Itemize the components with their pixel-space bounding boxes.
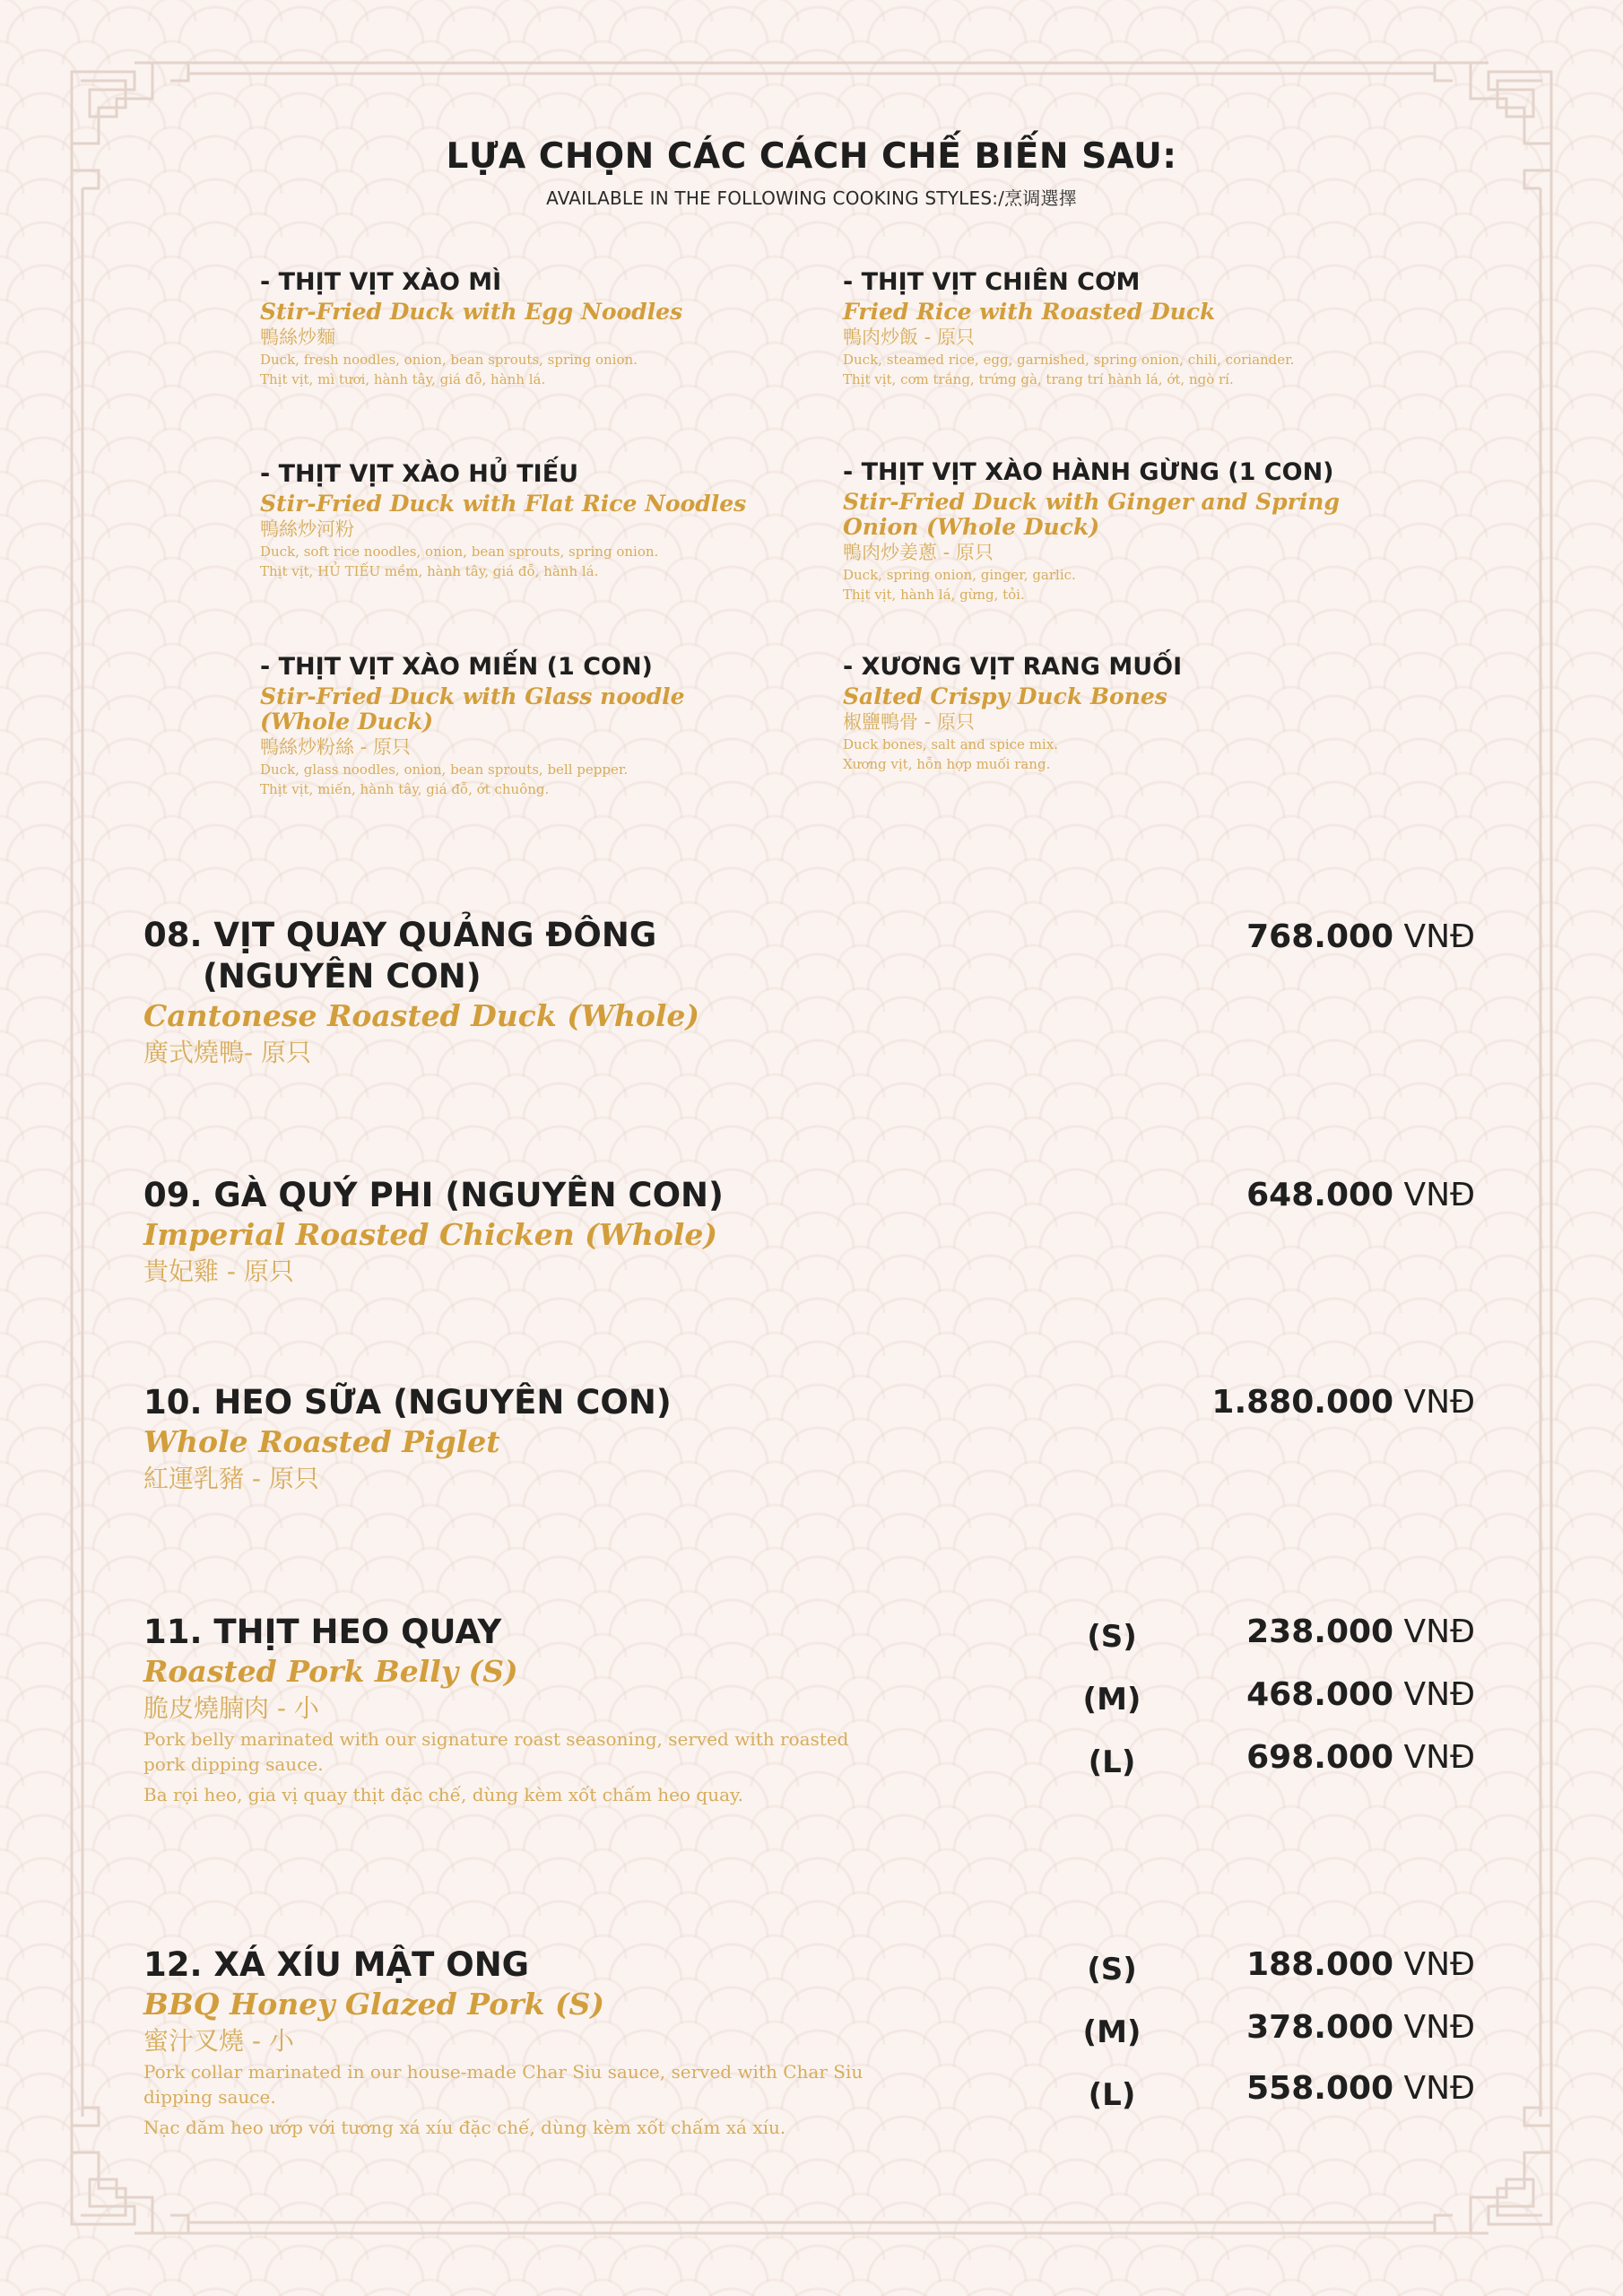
price-value: 768.000 bbox=[1246, 918, 1394, 955]
price-value: 648.000 bbox=[1246, 1177, 1394, 1213]
style-name-en: Salted Crispy Duck Bones bbox=[843, 683, 1167, 709]
dish-title bbox=[143, 915, 699, 997]
cooking-style-item bbox=[843, 652, 1345, 774]
style-desc-en: Duck, spring onion, ginger, garlic. bbox=[843, 567, 1076, 583]
cooking-style-item bbox=[260, 267, 762, 389]
dish-name-en: Whole Roasted Piglet bbox=[143, 1424, 500, 1459]
style-desc-vi: Thịt vịt, hành lá, gừng, tỏi. bbox=[843, 587, 1025, 603]
style-name-en: Fried Rice with Roasted Duck bbox=[843, 299, 1216, 325]
dish-name-en: Imperial Roasted Chicken (Whole) bbox=[143, 1217, 718, 1252]
cooking-style-item bbox=[843, 267, 1345, 389]
style-desc-vi: Thịt vịt, miến, hành tây, giá đỗ, ớt chuông. bbox=[260, 781, 550, 797]
price-value: 1.880.000 bbox=[1211, 1384, 1394, 1421]
dish-name-zh: 紅運乳豬 - 原只 bbox=[143, 1464, 319, 1493]
style-name-zh: 鴨絲炒粉絲 - 原只 bbox=[260, 736, 411, 758]
dish-title-line2: (NGUYÊN CON) bbox=[203, 957, 482, 996]
style-name-en: Stir-Fried Duck with Ginger and Spring Onion (Whole Duck) bbox=[843, 489, 1340, 540]
dish-title: 11. THỊT HEO QUAY bbox=[143, 1613, 502, 1651]
style-name-zh: 鴨絲炒河粉 bbox=[260, 518, 354, 540]
dish-name-zh: 貴妃雞 - 原只 bbox=[143, 1257, 294, 1286]
style-name-zh: 鴨肉炒姜蔥 - 原只 bbox=[843, 542, 994, 563]
style-desc-vi: Thịt vịt, mì tươi, hành tây, giá đỗ, hành lá. bbox=[260, 371, 546, 387]
dish-price bbox=[1211, 1382, 1475, 1423]
price-value: 468.000 bbox=[1246, 1676, 1394, 1713]
size-label-s: (S) bbox=[1087, 1619, 1137, 1655]
price-currency: VNĐ bbox=[1403, 1177, 1475, 1213]
dish-title: 10. HEO SỮA (NGUYÊN CON) bbox=[143, 1383, 672, 1422]
dish-price-m bbox=[1246, 1674, 1475, 1716]
price-currency: VNĐ bbox=[1403, 2070, 1475, 2107]
style-name-vi: - THỊT VỊT XÀO HÀNH GỪNG (1 CON) bbox=[843, 458, 1334, 486]
dish-title: 12. XÁ XÍU MẬT ONG bbox=[143, 1945, 530, 1984]
price-currency: VNĐ bbox=[1403, 2009, 1475, 2046]
dish-price-m bbox=[1246, 2007, 1475, 2048]
price-value: 238.000 bbox=[1246, 1613, 1394, 1650]
size-label-l: (L) bbox=[1088, 2077, 1136, 2113]
cooking-style-item bbox=[260, 652, 762, 799]
style-desc-en: Duck, fresh noodles, onion, bean sprouts, spring onion. bbox=[260, 352, 638, 368]
cooking-style-item bbox=[843, 457, 1363, 604]
menu-dish-09 bbox=[143, 1175, 724, 1290]
dish-price bbox=[1246, 917, 1475, 958]
style-desc-en: Duck bones, salt and spice mix. bbox=[843, 736, 1058, 752]
price-currency: VNĐ bbox=[1403, 1946, 1475, 1983]
size-label-l: (L) bbox=[1088, 1744, 1136, 1780]
dish-name-en: Roasted Pork Belly (S) bbox=[143, 1654, 518, 1689]
menu-dish-08 bbox=[143, 915, 699, 1071]
price-currency: VNĐ bbox=[1403, 1384, 1475, 1421]
menu-dish-10 bbox=[143, 1382, 672, 1497]
dish-desc-vi: Nạc dăm heo ướp với tương xá xíu đặc chế, dùng kèm xốt chấm xá xíu. bbox=[143, 2117, 786, 2138]
price-value: 558.000 bbox=[1246, 2070, 1394, 2107]
price-value: 188.000 bbox=[1246, 1946, 1394, 1983]
cooking-styles-heading: LỰA CHỌN CÁC CÁCH CHẾ BIẾN SAU: bbox=[446, 136, 1177, 177]
style-name-vi: - THỊT VỊT XÀO HỦ TIẾU bbox=[260, 460, 579, 488]
style-name-en: Stir-Fried Duck with Egg Noodles bbox=[260, 299, 683, 325]
price-currency: VNĐ bbox=[1403, 1676, 1475, 1713]
dish-title: 09. GÀ QUÝ PHI (NGUYÊN CON) bbox=[143, 1176, 724, 1214]
dish-desc-en: Pork collar marinated in our house-made Char Siu sauce, served with Char Siu dipping sauce. bbox=[143, 2061, 864, 2108]
dish-name-en: Cantonese Roasted Duck (Whole) bbox=[143, 998, 700, 1033]
cooking-style-item bbox=[260, 459, 798, 581]
dish-name-zh: 廣式燒鴨- 原只 bbox=[143, 1038, 312, 1067]
price-currency: VNĐ bbox=[1403, 918, 1475, 955]
price-value: 698.000 bbox=[1246, 1739, 1394, 1776]
style-name-vi: - THỊT VỊT XÀO MÌ bbox=[260, 268, 502, 296]
size-label-m: (M) bbox=[1082, 2014, 1141, 2050]
cooking-styles-subheading: AVAILABLE IN THE FOLLOWING COOKING STYLES:/烹调選擇 bbox=[546, 187, 1077, 209]
dish-name-en: BBQ Honey Glazed Pork (S) bbox=[143, 1987, 604, 2022]
dish-name-zh: 脆皮燒腩肉 - 小 bbox=[143, 1693, 319, 1723]
style-name-en: Stir-Fried Duck with Flat Rice Noodles bbox=[260, 491, 747, 517]
style-desc-en: Duck, steamed rice, egg, garnished, spring onion, chili, coriander. bbox=[843, 352, 1295, 368]
dish-title-line1: 08. VỊT QUAY QUẢNG ĐÔNG bbox=[143, 916, 657, 954]
size-label-m: (M) bbox=[1082, 1682, 1141, 1718]
style-name-zh: 鴨肉炒飯 - 原只 bbox=[843, 326, 975, 348]
style-desc-en: Duck, soft rice noodles, onion, bean sprouts, spring onion. bbox=[260, 544, 659, 560]
dish-name-zh: 蜜汁叉燒 - 小 bbox=[143, 2026, 294, 2056]
style-desc-vi: Thịt vịt, HỦ TIẾU mềm, hành tây, giá đỗ, hành lá. bbox=[260, 563, 599, 579]
style-name-en: Stir-Fried Duck with Glass noodle (Whole Duck) bbox=[260, 683, 685, 735]
style-name-vi: - XƯƠNG VỊT RANG MUỐI bbox=[843, 653, 1183, 681]
style-name-zh: 鴨絲炒麵 bbox=[260, 326, 335, 348]
dish-desc-vi: Ba rọi heo, gia vị quay thịt đặc chế, dùng kèm xốt chấm heo quay. bbox=[143, 1784, 743, 1805]
menu-dish-11 bbox=[143, 1612, 879, 1807]
dish-price bbox=[1246, 1175, 1475, 1216]
dish-desc-en: Pork belly marinated with our signature roast seasoning, served with roasted pork dipping sauce. bbox=[143, 1728, 849, 1775]
style-name-vi: - THỊT VỊT XÀO MIẾN (1 CON) bbox=[260, 653, 653, 681]
style-desc-en: Duck, glass noodles, onion, bean sprouts, bell pepper. bbox=[260, 761, 629, 778]
dish-price-l bbox=[1246, 1737, 1475, 1779]
menu-dish-12 bbox=[143, 1944, 879, 2140]
price-value: 378.000 bbox=[1246, 2009, 1394, 2046]
style-name-vi: - THỊT VỊT CHIÊN CƠM bbox=[843, 268, 1141, 296]
price-currency: VNĐ bbox=[1403, 1613, 1475, 1650]
price-currency: VNĐ bbox=[1403, 1739, 1475, 1776]
size-label-s: (S) bbox=[1087, 1952, 1137, 1987]
style-desc-vi: Thịt vịt, cơm trắng, trứng gà, trang trí hành lá, ớt, ngò rí. bbox=[843, 371, 1234, 387]
style-name-zh: 椒鹽鴨骨 - 原只 bbox=[843, 711, 975, 733]
dish-price-s bbox=[1246, 1944, 1475, 1986]
dish-price-s bbox=[1246, 1612, 1475, 1653]
dish-price-l bbox=[1246, 2068, 1475, 2109]
style-desc-vi: Xương vịt, hỗn hợp muối rang. bbox=[843, 756, 1051, 772]
